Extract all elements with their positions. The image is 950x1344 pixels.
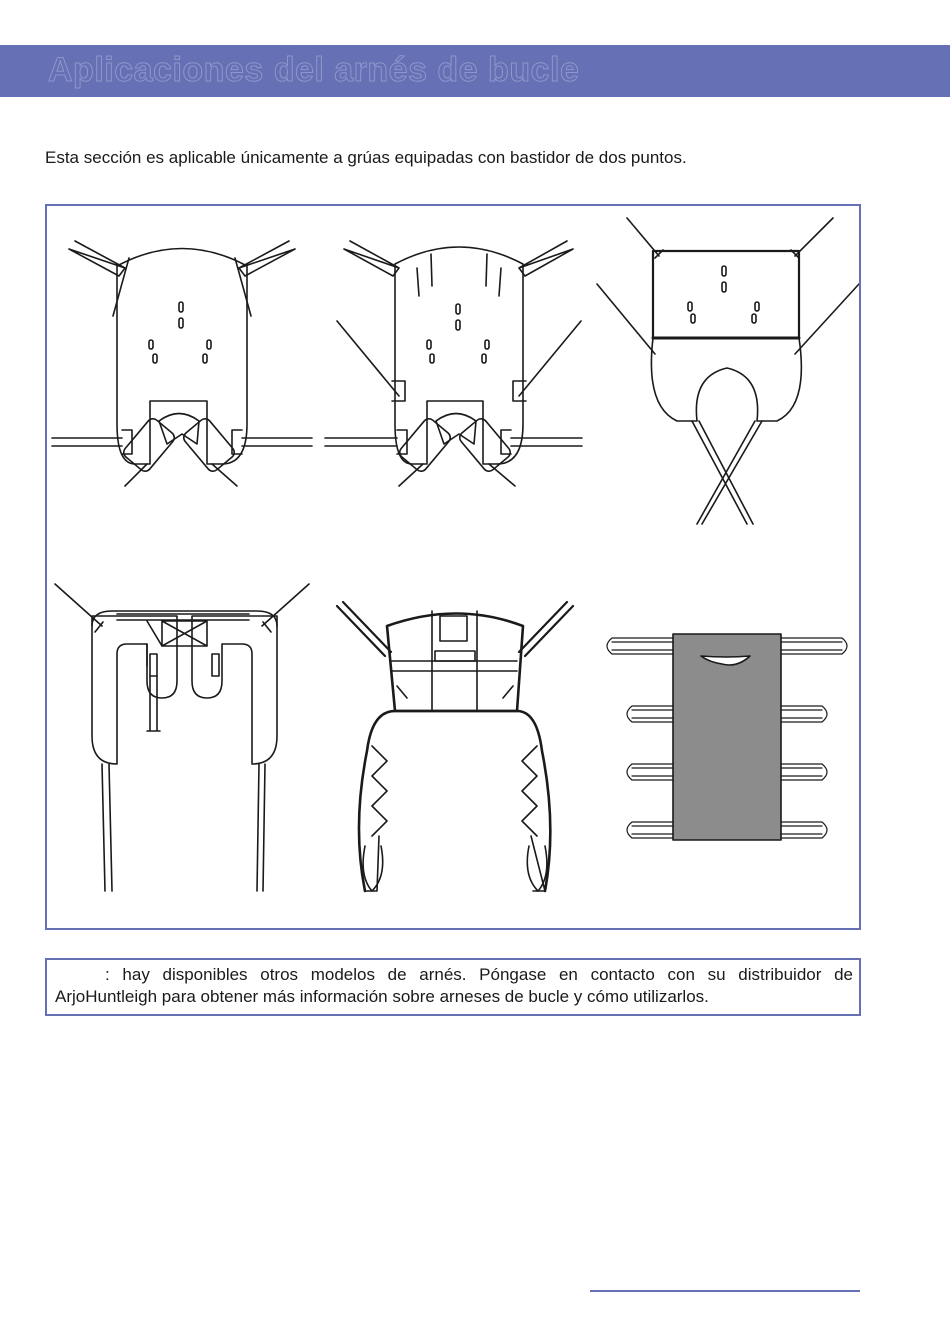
sling-universal-padded-icon bbox=[325, 241, 582, 486]
note-box bbox=[45, 958, 861, 1016]
sling-toileting-icon bbox=[597, 218, 859, 524]
sling-illustrations-frame bbox=[45, 204, 861, 930]
header-banner bbox=[0, 45, 950, 97]
footer-rule bbox=[590, 1290, 860, 1292]
sling-transfer-sheet-icon bbox=[607, 634, 847, 840]
page-title: Aplicaciones del arnés de bucle bbox=[48, 51, 580, 89]
sling-mesh-padded-icon bbox=[337, 602, 573, 891]
intro-text: Esta sección es aplicable únicamente a grúas equipadas con bastidor de dos puntos. bbox=[45, 148, 687, 167]
sling-bathing-icon bbox=[55, 584, 309, 891]
note-text: : hay disponibles otros modelos de arnés. Póngase en contacto con su distribuidor de ArjoHuntleigh para obtener más información sobre arneses de bucle y cómo utilizarlos. bbox=[55, 965, 853, 1006]
sling-universal-icon bbox=[52, 241, 312, 486]
